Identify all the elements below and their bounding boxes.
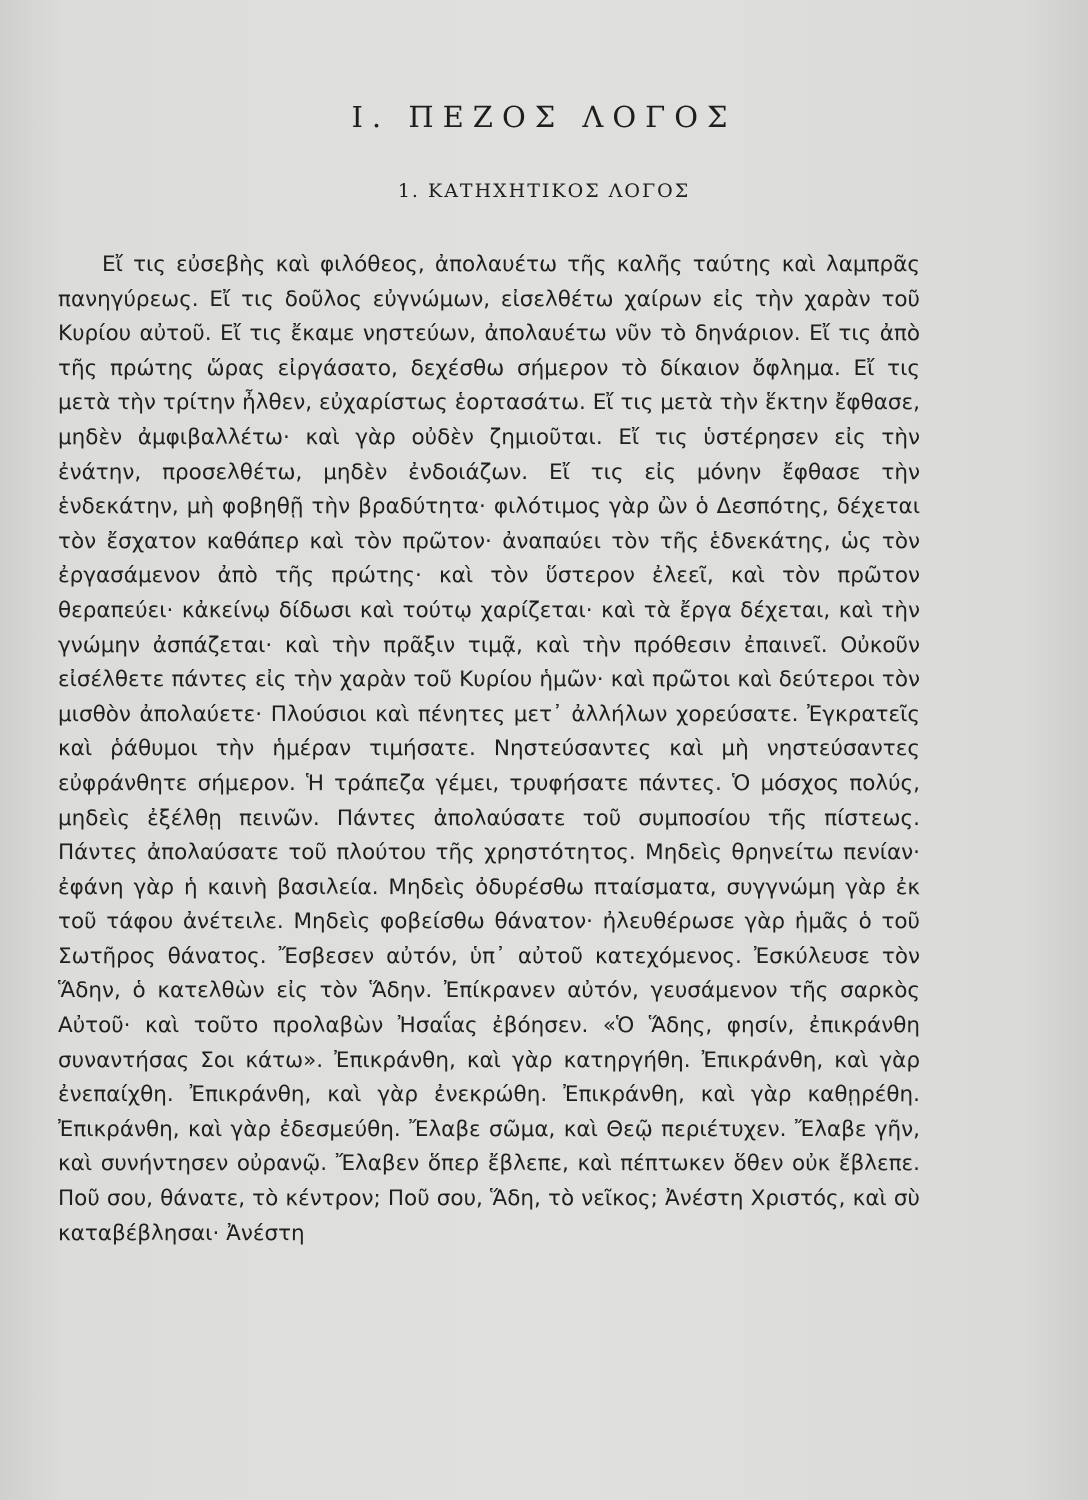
body-paragraph: Εἴ τις εὐσεβὴς καὶ φιλόθεος, ἀπολαυέτω τῆς καλῆς ταύτης καὶ λαμπρᾶς πανηγύρεως. Εἴ τις δοῦλος εὐγνώμων, εἰσελθέτω χαίρων εἰς τὴν χαρὰν τοῦ Κυρίου αὐτοῦ. Εἴ τις ἔκαμε νηστεύων, ἀπολαυέτω νῦν τὸ δηνάριον. Εἴ τις ἀπὸ τῆς πρώτης ὥρας εἰργάσατο, δεχέσθω σήμερον τὸ δίκαιον ὄφλημα. Εἴ τις μετὰ τὴν τρίτην ἦλθεν, εὐχαρίστως ἑορτασάτω. Εἴ τις μετὰ τὴν ἕκτην ἔφθασε, μηδὲν ἀμφιβαλλέτω· καὶ γὰρ οὐδὲν ζημιοῦται. Εἴ τις ὑστέρησεν εἰς τὴν ἐνάτην, προσελθέτω, μηδὲν ἐνδοιάζων. Εἴ τις εἰς μόνην ἔφθασε τὴν ἑνδεκάτην, μὴ φοβηθῇ τὴν βραδύτητα· φιλότιμος γὰρ ὢν ὁ Δεσπότης, δέχεται τὸν ἔσχατον καθάπερ καὶ τὸν πρῶτον· ἀναπαύει τὸν τῆς ἑδνεκάτης, ὡς τὸν ἐργασάμενον ἀπὸ τῆς πρώτης· καὶ τὸν ὕστερον ἐλεεῖ, καὶ τὸν πρῶτον θεραπεύει· κἀκείνῳ δίδωσι καὶ τούτῳ χαρίζεται· καὶ τὰ ἔργα δέχεται, καὶ τὴν γνώμην ἀσπάζεται· καὶ τὴν πρᾶξιν τιμᾷ, καὶ τὴν πρόθεσιν ἐπαινεῖ. Οὐκοῦν εἰσέλθετε πάντες εἰς τὴν χαρὰν τοῦ Κυρίου ἡμῶν· καὶ πρῶτοι καὶ δεύτεροι τὸν μισθὸν ἀπολαύετε· Πλούσιοι καὶ πένητες μετ᾽ ἀλλήλων χορεύσατε. Ἐγκρατεῖς καὶ ῥάθυμοι τὴν ἡμέραν τιμήσατε. Νηστεύσαντες καὶ μὴ νηστεύσαντες εὐφράνθητε σήμερον. Ἡ τράπεζα γέμει, τρυφήσατε πάντες. Ὁ μόσχος πολύς, μηδεὶς ἐξέλθῃ πεινῶν. Πάντες ἀπολαύσατε τοῦ συμποσίου τῆς πίστεως. Πάντες ἀπολαύσατε τοῦ πλούτου τῆς χρηστότητος. Μηδεὶς θρηνείτω πενίαν· ἐφάνη γὰρ ἡ καινὴ βασιλεία. Μηδεὶς ὀδυρέσθω πταίσματα, συγγνώμη γὰρ ἐκ τοῦ τάφου ἀνέτειλε. Μηδεὶς φοβείσθω θάνατον· ἠλευθέρωσε γὰρ ἡμᾶς ὁ τοῦ Σωτῆρος θάνατος. Ἔσβεσεν αὐτόν, ὑπ᾽ αὐτοῦ κατεχόμενος. Ἐσκύλευσε τὸν Ἅδην, ὁ κατελθὼν εἰς τὸν Ἅδην. Ἐπίκρανεν αὐτόν, γευσάμενον τῆς σαρκὸς Αὐτοῦ· καὶ τοῦτο προλαβὼν Ἠσαΐας ἐβόησεν. «Ὁ Ἅδης, φησίν, ἐπικράνθη συναντήσας Σοι κάτω». Ἐπικράνθη, καὶ γὰρ κατηργήθη. Ἐπικράνθη, καὶ γὰρ ἐνεπαίχθη. Ἐπικράνθη, καὶ γὰρ ἐνεκρώθη. Ἐπικράνθη, καὶ γὰρ καθῃρέθη. Ἐπικράνθη, καὶ γὰρ ἐδεσμεύθη. Ἔλαβε σῶμα, καὶ Θεῷ περιέτυχεν. Ἔλαβε γῆν, καὶ συνήντησεν οὐρανῷ. Ἔλαβεν ὅπερ ἔβλεπε, καὶ πέπτωκεν ὅθεν οὐκ ἔβλεπε. Ποῦ σου, θάνατε, τὸ κέντρον; Ποῦ σου, Ἅδη, τὸ νεῖκος; Ἀνέστη Χριστός, καὶ σὺ καταβέβλησαι· Ἀνέστη [58,252,920,1246]
chapter-title: 1. ΚΑΤΗΧΗΤΙΚΟΣ ΛΟΓΟΣ [397,180,691,202]
section-title: I. ΠΕΖΟΣ ΛΟΓΟΣ [351,100,737,134]
